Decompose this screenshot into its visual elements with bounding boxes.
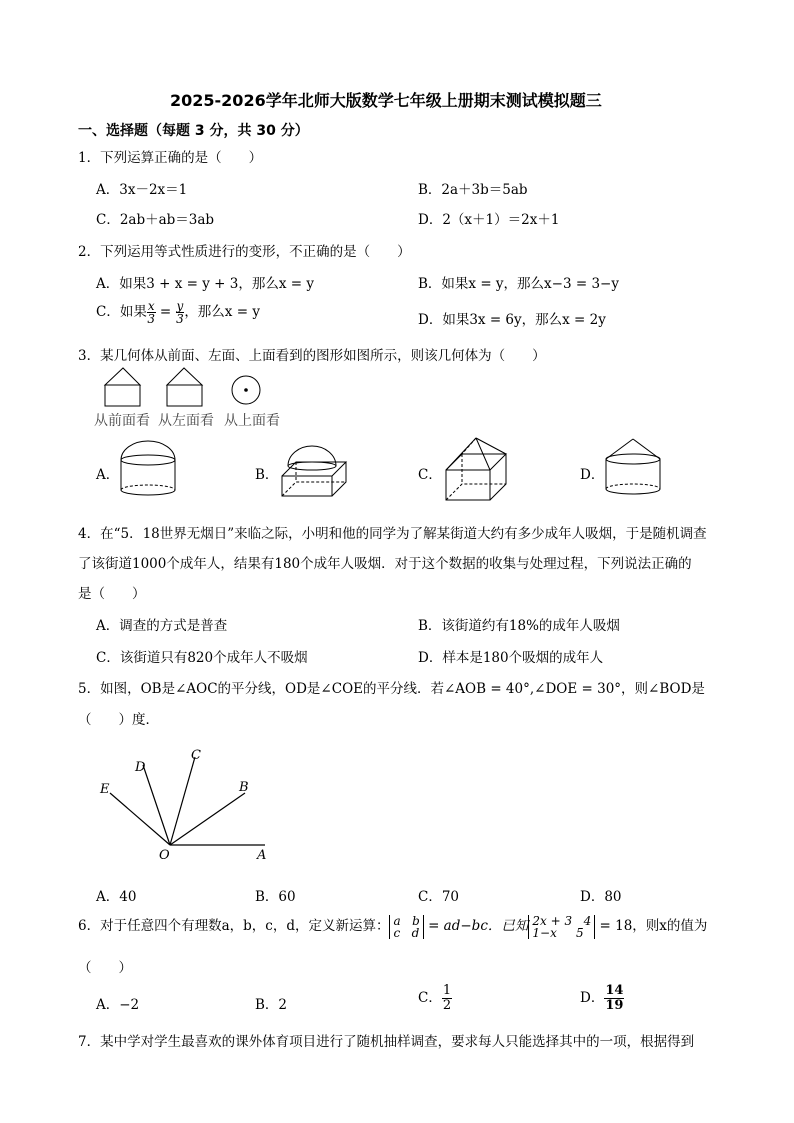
left-view-triangle bbox=[167, 368, 202, 385]
q6-option-b: B．2 bbox=[255, 997, 288, 1013]
point-e-label: E bbox=[100, 782, 110, 797]
three-views-figure bbox=[100, 365, 290, 410]
point-o-label: O bbox=[159, 848, 170, 863]
question-4-line-1: 4．在“5．18世界无烟日”来临之际，小明和他的同学为了解某街道大约有多少成年人吸烟，于是随机调查 bbox=[78, 526, 707, 542]
point-a-label: A bbox=[257, 848, 267, 863]
q3-option-a: A． bbox=[96, 467, 120, 483]
option-d-cone-cylinder bbox=[603, 437, 663, 497]
q3-option-d: D． bbox=[580, 467, 605, 483]
left-view-rect bbox=[167, 385, 202, 406]
determinant-given: 2x + 3 4 1−x 5 bbox=[528, 915, 595, 939]
q1-option-c: C．2ab＋ab＝3ab bbox=[96, 212, 215, 228]
q2-option-a: A．如果3 + x = y + 3，那么x = y bbox=[96, 276, 314, 292]
option-a-hemisphere-cylinder bbox=[118, 440, 178, 498]
q5-option-d: D．80 bbox=[580, 889, 622, 905]
point-b-label: B bbox=[239, 780, 249, 795]
section-heading: 一、选择题（每题 3 分，共 30 分） bbox=[78, 123, 309, 139]
q1-option-b: B．2a＋3b＝5ab bbox=[418, 182, 528, 198]
q2-option-c: C．如果 $\frac{x}{3}$ = $\frac{y}{3}$ ，那么x = y bbox=[96, 299, 260, 326]
front-view-triangle bbox=[105, 368, 140, 385]
view-label-front: 从前面看 bbox=[94, 413, 150, 429]
page-title: 2025-2026学年北师大版数学七年级上册期末测试模拟题三 bbox=[170, 91, 602, 110]
view-label-top: 从上面看 bbox=[224, 413, 280, 429]
question-4-line-3: 是（ ） bbox=[78, 586, 146, 602]
q4-option-d: D．样本是180个吸烟的成年人 bbox=[418, 650, 604, 666]
q4-option-c: C．该街道只有820个成年人不吸烟 bbox=[96, 650, 308, 666]
question-4-line-2: 了该街道1000个成年人，结果有180个成年人吸烟．对于这个数据的收集与处理过程，下列说法正确的 bbox=[78, 556, 692, 572]
angle-figure bbox=[95, 745, 275, 865]
ray-oc bbox=[170, 757, 195, 845]
q1-option-d: D．2（x＋1）＝2x＋1 bbox=[418, 212, 560, 228]
q1-option-a: A．3x－2x＝1 bbox=[96, 182, 188, 198]
option-b-hemisphere-box bbox=[278, 438, 348, 498]
determinant-definition: a b c d bbox=[389, 915, 423, 939]
q3-option-b: B． bbox=[255, 467, 279, 483]
q5-option-c: C．70 bbox=[418, 889, 460, 905]
q3-option-c: C． bbox=[418, 467, 442, 483]
q6-option-c: C． $\frac{1}{2}$ bbox=[418, 983, 452, 1013]
q2-option-d: D．如果3x = 6y，那么x = 2y bbox=[418, 312, 606, 328]
point-c-label: C bbox=[191, 748, 201, 763]
view-label-left: 从左面看 bbox=[158, 413, 214, 429]
q6-option-d: D． $\frac{14}{19}$ bbox=[580, 983, 624, 1013]
ray-ob bbox=[170, 793, 245, 845]
front-view-rect bbox=[105, 385, 140, 406]
question-5-line-1: 5．如图，OB是∠AOC的平分线，OD是∠COE的平分线．若∠AOB = 40°,∠DOE = 30°，则∠BOD是 bbox=[78, 681, 705, 697]
question-1-stem: 1．下列运算正确的是（ ） bbox=[78, 150, 263, 166]
q6-option-a: A．−2 bbox=[96, 997, 140, 1013]
top-view-dot bbox=[244, 388, 248, 392]
q5-option-a: A．40 bbox=[96, 889, 137, 905]
question-6-line-1: 6．对于任意四个有理数a，b，c，d，定义新运算： a b c d = ad−bc．已知 2x + 3 4 1−x 5 = 18，则x的值为 bbox=[78, 913, 708, 940]
question-5-line-2: （ ）度． bbox=[78, 712, 159, 728]
q4-option-b: B．该街道约有18%的成年人吸烟 bbox=[418, 618, 620, 634]
point-d-label: D bbox=[135, 760, 146, 775]
question-6-line-2: （ ） bbox=[78, 960, 132, 976]
question-2-stem: 2．下列运用等式性质进行的变形，不正确的是（ ） bbox=[78, 244, 411, 260]
q4-option-a: A．调查的方式是普查 bbox=[96, 618, 228, 634]
question-7-line-1: 7．某中学对学生最喜欢的课外体育项目进行了随机抽样调查，要求每人只能选择其中的一项，根据得到 bbox=[78, 1034, 695, 1050]
option-c-pyramid-cube bbox=[440, 436, 512, 504]
q2-option-b: B．如果x = y，那么x−3 = 3−y bbox=[418, 276, 619, 292]
q5-option-b: B．60 bbox=[255, 889, 296, 905]
question-3-stem: 3．某几何体从前面、左面、上面看到的图形如图所示，则该几何体为（ ） bbox=[78, 348, 546, 364]
